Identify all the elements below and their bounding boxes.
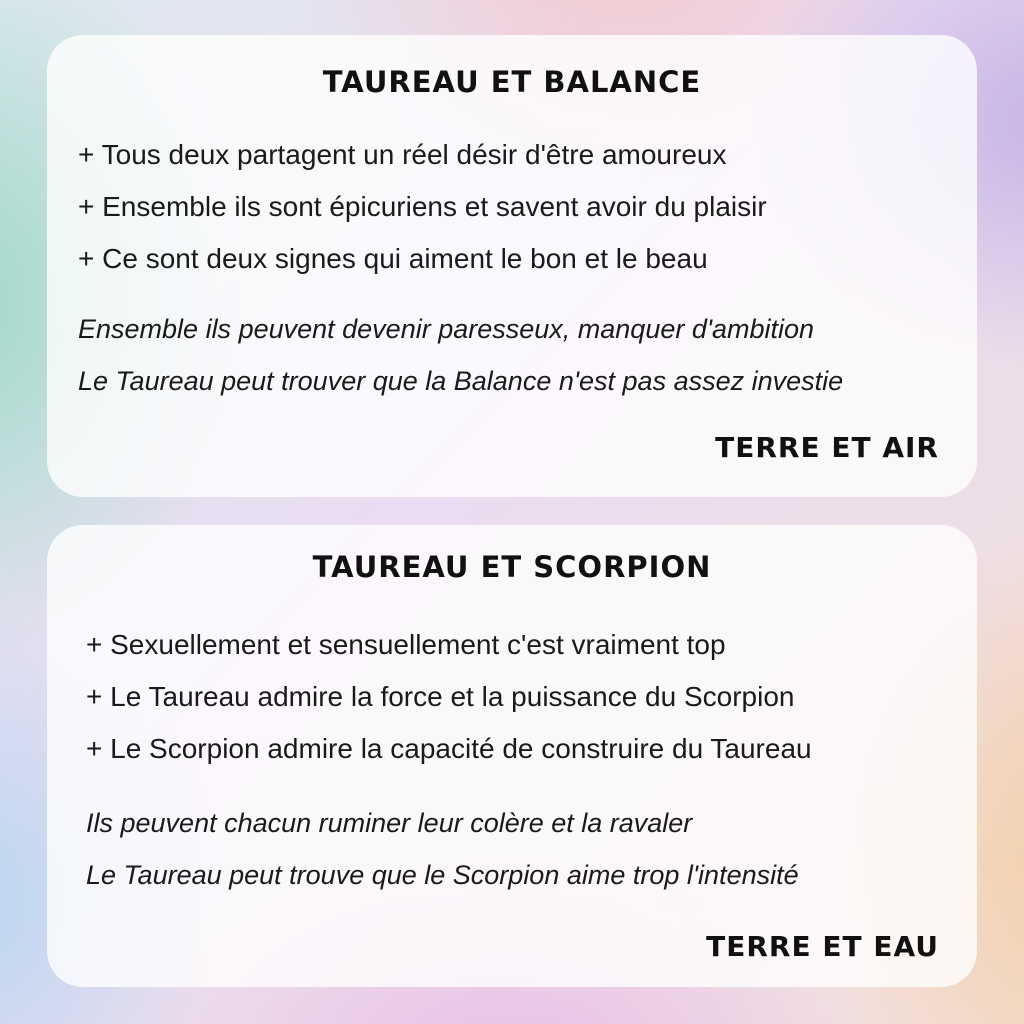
cons-list: [86, 797, 799, 901]
pros-item: + Le Scorpion admire la capacité de construire du Taureau: [86, 733, 812, 764]
elements-label: TERRE ET EAU: [706, 930, 939, 963]
cons-item: Ensemble ils peuvent devenir paresseux, manquer d'ambition: [78, 314, 815, 344]
pros-item: + Tous deux partagent un réel désir d'être amoureux: [78, 139, 727, 170]
pros-item: + Le Taureau admire la force et la puissance du Scorpion: [86, 681, 795, 712]
compatibility-card-taureau-scorpion: [47, 525, 977, 987]
pros-item: + Ce sont deux signes qui aiment le bon et le beau: [78, 243, 708, 274]
cons-item: Ils peuvent chacun ruminer leur colère et la ravaler: [86, 808, 693, 838]
compatibility-card-taureau-balance: [47, 35, 977, 497]
cons-list: [78, 303, 843, 407]
elements-label: TERRE ET AIR: [715, 431, 939, 464]
cons-item: Le Taureau peut trouver que la Balance n'est pas assez investie: [78, 366, 844, 396]
pros-item: + Ensemble ils sont épicuriens et savent avoir du plaisir: [78, 191, 767, 222]
card-title: TAUREAU ET SCORPION: [312, 550, 712, 584]
pros-list: [86, 619, 812, 775]
cons-item: Le Taureau peut trouve que le Scorpion aime trop l'intensité: [86, 860, 799, 890]
pros-item: + Sexuellement et sensuellement c'est vraiment top: [86, 629, 726, 660]
card-title: TAUREAU ET BALANCE: [322, 65, 702, 99]
pros-list: [78, 129, 767, 285]
